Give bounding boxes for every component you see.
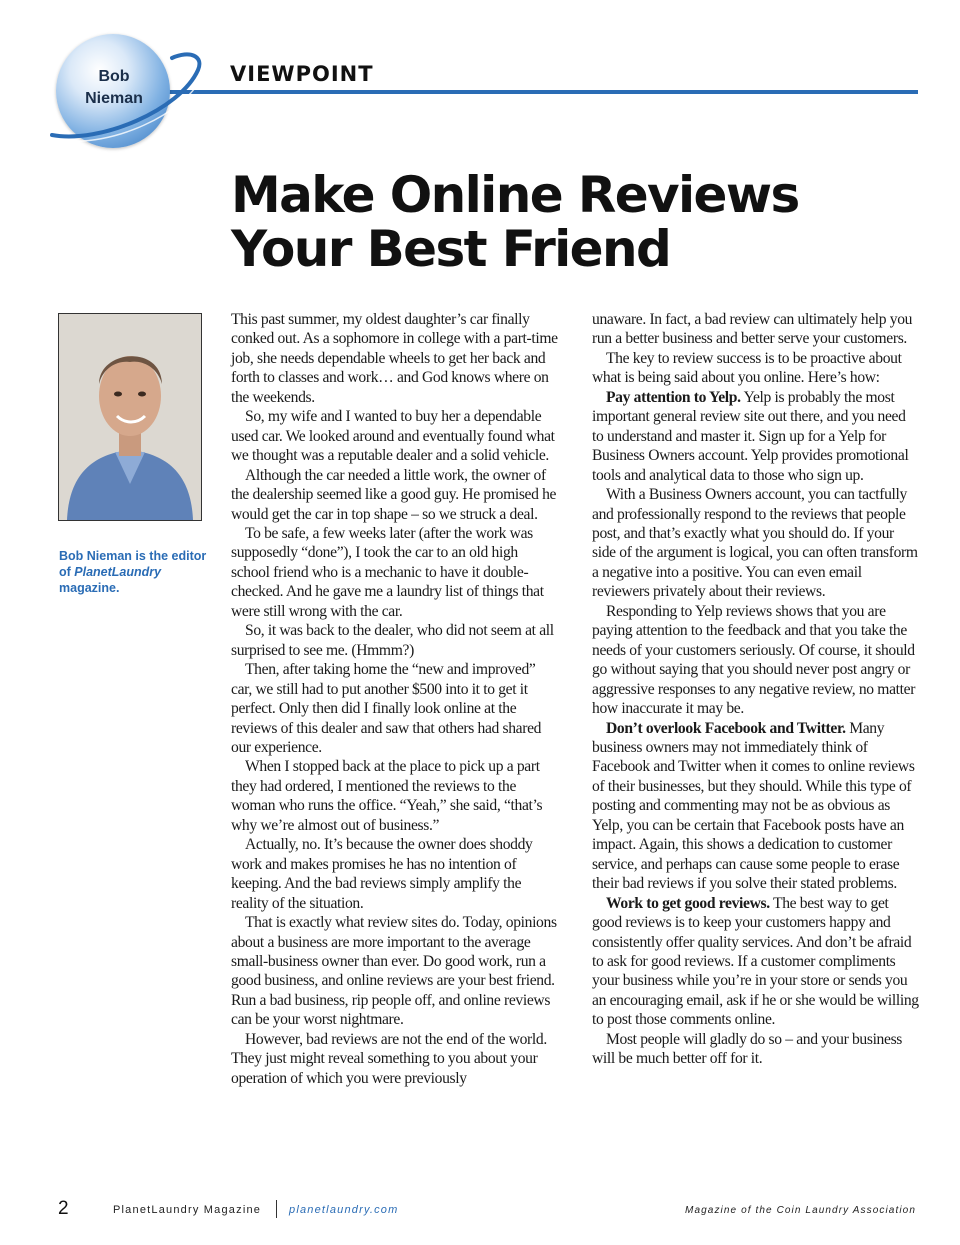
paragraph: With a Business Owners account, you can tactfully and professionally respond to the reviews that people post, and that’s exactly what you should do. If your side of the argument is logical, you can often transform a negative into a positive. You can even email reviewers privately about their reviews. (592, 486, 918, 601)
author-badge (66, 66, 162, 110)
paragraph: Actually, no. It’s because the owner does shoddy work and makes promises he has no intention of keeping. And the bad reviews simply amplify the reality of the situation. (231, 836, 533, 912)
footer-divider (276, 1200, 277, 1218)
author-photo (58, 313, 202, 521)
footer-tagline: Magazine of the Coin Laundry Association (685, 1205, 916, 1216)
headline (231, 168, 871, 276)
paragraph (592, 894, 920, 1030)
article-column-left (231, 310, 559, 1088)
footer-url-link[interactable]: planetlaundry.com (289, 1204, 399, 1216)
caption-text-pre: Bob Nieman is the editor of (59, 549, 207, 579)
paragraph (592, 388, 920, 485)
subhead-good-reviews: Work to get good reviews. (606, 894, 770, 912)
headline-line-1: Make Online Reviews (231, 166, 799, 224)
subhead-facebook-twitter: Don’t overlook Facebook and Twitter. (606, 719, 846, 737)
author-caption (59, 548, 211, 596)
paragraph: When I stopped back at the place to pick up a part they had ordered, I mentioned the reviews to the woman who runs the office. “Yeah,” she said, “that’s why we’re almost out of business.” (231, 758, 543, 834)
paragraph: Although the car needed a little work, the owner of the dealership seemed like a good guy. He promised he would get the car in top shape – so we struck a deal. (231, 466, 557, 523)
paragraph: Most people will gladly do so – and your business will be much better off for it. (592, 1030, 903, 1068)
author-last-name: Nieman (85, 90, 143, 107)
paragraph: However, bad reviews are not the end of the world. They just might reveal something to you about your operation of which you were previously (231, 1030, 547, 1087)
paragraph-text: The best way to get good reviews is to keep your customers happy and consistently offer quality services. And don’t be afraid to ask for good reviews. If a customer compliments your business while you’re in your store or sends you an encouraging email, ask if he or she would be willing to post those comments online. (592, 894, 919, 1029)
paragraph: So, my wife and I wanted to buy her a dependable used car. We looked around and eventually found what we thought was a reputable dealer and a solid vehicle. (231, 408, 555, 465)
paragraph-text: Yelp is probably the most important general review site out there, and you need to understand and master it. Sign up for a Yelp for Business Owners account. Yelp provides promotional tools and analytical data to those who sign up. (592, 388, 909, 484)
paragraph: The key to review success is to be proactive about what is being said about you online. Here’s how: (592, 349, 902, 387)
paragraph: Then, after taking home the “new and improved” car, we still had to put another $500 into it to get it perfect. Only then did I finally look online at the reviews of this dealer and saw that others had shared our experience. (231, 661, 542, 756)
paragraph-text: Many business owners may not immediately think of Facebook and Twitter when it comes to online reviews of their businesses, but they should. While this type of posting and commenting may not be as obvious as Yelp, you can be certain that Facebook posts have an impact. Again, this shows a dedication to customer service, and perhaps can cause some people to erase their bad reviews if you solve their stated problems. (592, 719, 915, 893)
page-footer (0, 1198, 960, 1228)
paragraph: To be safe, a few weeks later (after the work was supposedly “done”), I took the car to an old high school friend who is a mechanic to have it double-checked. And he gave me a laundry list of things that were still wrong with the car. (231, 524, 544, 620)
paragraph: So, it was back to the dealer, who did not seem at all surprised to see me. (Hmmm?) (231, 622, 554, 659)
page-number: 2 (58, 1198, 69, 1219)
paragraph: This past summer, my oldest daughter’s car finally conked out. As a sophomore in college with a part-time job, she needs dependable wheels to get her back and forth to classes and work… and God knows where on the weekends. (231, 311, 558, 406)
author-first-name: Bob (98, 68, 130, 85)
headline-line-2: Your Best Friend (231, 220, 671, 278)
article-column-right (592, 310, 920, 1069)
caption-magazine-name: PlanetLaundry (74, 565, 162, 579)
paragraph: unaware. In fact, a bad review can ultimately help you run a better business and better serve your customers. (592, 311, 913, 348)
section-label: VIEWPOINT (230, 62, 374, 86)
paragraph (592, 719, 920, 894)
paragraph: That is exactly what review sites do. Today, opinions about a business are more important to the average small-business owner than ever. Do good work, run a good business, and online reviews are your best friend. Run a bad business, rip people off, and online reviews can be your worst nightmare. (231, 914, 557, 1029)
portrait-photo-icon (59, 314, 201, 520)
footer-magazine-name: PlanetLaundry Magazine (113, 1204, 262, 1216)
subhead-yelp: Pay attention to Yelp. (606, 388, 741, 406)
caption-text-post: magazine. (59, 581, 120, 595)
paragraph: Responding to Yelp reviews shows that you are paying attention to the feedback and that you take the needs of your customers seriously. Of course, it should go without saying that you should never post angry or aggressive responses to any negative review, no matter how inaccurate it may be. (592, 602, 916, 718)
header-rule (150, 90, 918, 94)
